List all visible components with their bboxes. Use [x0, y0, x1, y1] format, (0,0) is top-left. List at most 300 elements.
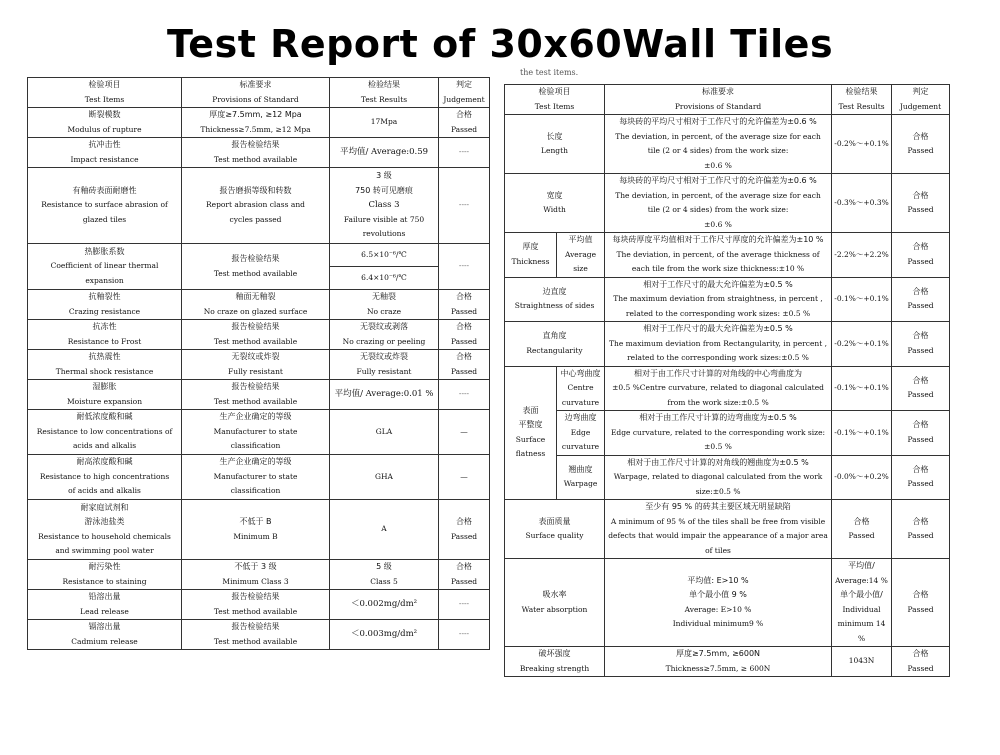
- cell-text: Passed: [907, 531, 934, 540]
- table-row: [505, 500, 950, 559]
- cell-text: 17Mpa: [370, 117, 398, 127]
- cell-text: Resistance to high concentrations: [39, 471, 170, 481]
- cell-text: Warpage, related to diagonal calculated from the work: [613, 472, 823, 481]
- cell-text: 合格: [912, 375, 929, 385]
- table-row: [28, 108, 490, 138]
- table-cell: [605, 174, 832, 233]
- cell-text: 3 级: [376, 171, 392, 181]
- table-row: [28, 410, 490, 455]
- cell-text: Resistance to staining: [62, 576, 147, 586]
- cell-text: Passed: [907, 301, 934, 311]
- cell-text: -0.1%～+0.1%: [834, 383, 889, 392]
- cell-text: Passed: [450, 336, 478, 346]
- cell-text: 检验项目: [88, 80, 121, 89]
- cell-text: Thickness≥7.5mm, ≥12 Mpa: [200, 124, 311, 134]
- cell-text: 无裂纹或炸裂: [231, 352, 280, 361]
- cell-text: Passed: [450, 531, 478, 541]
- cell-text: Minimum Class 3: [222, 576, 289, 586]
- cell-text: 边直度: [542, 286, 567, 296]
- cell-text: 相对于由工作尺寸计算的对角线的中心弯曲度为: [634, 368, 803, 378]
- table-cell: [505, 115, 605, 174]
- table-cell: [28, 620, 182, 650]
- cell-text: 每块砖的平均尺寸相对于工作尺寸的允许偏差为±0.6 %: [619, 176, 817, 185]
- table-cell: [182, 320, 330, 350]
- cell-text: —: [460, 426, 468, 436]
- table-row: [28, 350, 490, 380]
- table-cell: [439, 350, 490, 380]
- cell-text: The maximum deviation from straightness, in percent ,: [613, 294, 823, 303]
- table-cell: [892, 559, 950, 647]
- cell-text: 合格: [912, 420, 929, 430]
- table-cell: [439, 560, 490, 590]
- table-cell: [28, 244, 182, 290]
- table-cell: [605, 500, 832, 559]
- table-cell: [330, 108, 439, 138]
- cell-text: 耐高浓度酸和碱: [76, 457, 133, 467]
- table-cell: [605, 85, 832, 115]
- cell-text: 平整度: [518, 420, 543, 430]
- cell-text: 游泳池盐类: [84, 517, 125, 526]
- cell-text: 宽度: [546, 190, 563, 200]
- cell-text: flatness: [515, 449, 546, 459]
- cell-text: Passed: [907, 345, 934, 355]
- cell-text: 直角度: [542, 331, 567, 341]
- table-cell: [605, 411, 832, 456]
- table-cell: [505, 233, 557, 278]
- cell-text: 每块砖厚度平均值相对于工作尺寸厚度的允许偏差为±10 %: [612, 235, 824, 244]
- table-cell: [330, 168, 439, 244]
- cell-text: Test Items: [534, 101, 575, 111]
- cell-text: 抗冲击性: [88, 140, 121, 149]
- cell-text: 标准要求: [702, 87, 735, 96]
- cell-text: GHA: [375, 471, 393, 481]
- cell-text: -0.2%～+0.1%: [834, 338, 889, 348]
- table-cell: [439, 620, 490, 650]
- cell-text: 边弯曲度: [564, 413, 597, 422]
- cell-text: Length: [541, 146, 568, 155]
- cell-text: 合格: [912, 590, 929, 599]
- cell-text: 中心弯曲度: [560, 368, 601, 378]
- cell-text: 报告检验结果: [231, 382, 280, 391]
- table-cell: [892, 455, 950, 500]
- cell-text: 平均值/ Average:0.01 %: [334, 389, 434, 400]
- cell-text: 抗釉裂性: [88, 292, 121, 301]
- table-cell: [557, 411, 605, 456]
- table-cell: [330, 244, 439, 267]
- cell-text: 合格: [912, 190, 929, 200]
- cell-text: 厚度≥7.5mm, ≥12 Mpa: [209, 110, 302, 119]
- cell-text: ＜0.002mg/dm²: [350, 599, 418, 610]
- cell-text: Average: E>10 %: [684, 604, 752, 614]
- cell-text: Test Items: [84, 94, 125, 104]
- table-cell: [892, 647, 950, 677]
- cell-text: Passed: [907, 663, 934, 673]
- cell-text: 抗冻性: [92, 322, 117, 331]
- table-cell: [892, 85, 950, 115]
- table-cell: [28, 350, 182, 380]
- cell-text: 耐低浓度酸和碱: [76, 412, 133, 422]
- cell-text: -0.2%～+0.1%: [834, 138, 889, 148]
- cell-text: Failure visible at 750: [343, 214, 425, 224]
- table-row: [28, 590, 490, 620]
- cell-text: 6.4×10⁻⁶/℃: [361, 272, 407, 282]
- table-cell: [28, 290, 182, 320]
- cell-text: 无裂纹或剥落: [360, 322, 408, 331]
- cell-text: Passed: [907, 256, 934, 266]
- table-cell: [182, 410, 330, 455]
- cell-text: The deviation, in percent, of the average size for each: [615, 131, 821, 141]
- cell-text: Rectangularity: [526, 345, 583, 355]
- cell-text: size:±0.5 %: [695, 486, 741, 496]
- table-cell: [892, 322, 950, 367]
- cell-text: 耐污染性: [88, 562, 121, 571]
- cell-text: Test method available: [213, 268, 298, 278]
- cell-text: 合格: [912, 242, 929, 252]
- cell-text: Surface quality: [525, 531, 584, 540]
- table-row: [505, 366, 950, 411]
- cell-text: Provisions of Standard: [674, 101, 762, 111]
- cell-text: classification: [230, 441, 281, 451]
- table-cell: [182, 290, 330, 320]
- cell-text: Individual minimum9 %: [672, 619, 764, 628]
- right-test-table: [504, 84, 950, 677]
- cell-text: ----: [458, 261, 470, 271]
- cell-text: glazed tiles: [82, 214, 127, 224]
- cell-text: 厚度: [522, 242, 539, 252]
- cell-text: Average:14 %: [835, 575, 888, 585]
- cell-text: 检验结果: [845, 87, 878, 96]
- table-cell: [28, 410, 182, 455]
- cell-text: Individual: [842, 604, 881, 614]
- cell-text: Provisions of Standard: [212, 94, 299, 104]
- cell-text: tile (2 or 4 sides) from the work size:: [647, 146, 789, 155]
- cell-text: 平均值: [568, 235, 593, 244]
- table-cell: [182, 620, 330, 650]
- table-cell: [605, 455, 832, 500]
- cell-text: Passed: [907, 604, 934, 614]
- cell-text: 判定: [456, 80, 472, 89]
- table-cell: [182, 590, 330, 620]
- cell-text: Test Results: [360, 94, 408, 104]
- cell-text: classification: [230, 486, 281, 496]
- table-cell: [28, 590, 182, 620]
- cell-text: GLA: [375, 426, 393, 436]
- cell-text: -0.0%～+0.2%: [834, 472, 889, 481]
- cell-text: ----: [458, 147, 470, 157]
- cell-text: Report abrasion class and: [206, 200, 305, 210]
- table-row: [505, 559, 950, 647]
- cell-text: Judgement: [899, 101, 942, 111]
- cell-text: Test method available: [213, 154, 298, 164]
- table-cell: [832, 455, 892, 500]
- cell-text: ----: [458, 599, 470, 609]
- cell-text: 平均值/ Average:0.59: [339, 147, 429, 158]
- cell-text: 抗热震性: [88, 352, 121, 361]
- table-cell: [557, 233, 605, 278]
- cell-text: 合格: [912, 649, 929, 658]
- cell-text: Thermal shock resistance: [55, 366, 154, 376]
- table-cell: [505, 647, 605, 677]
- cell-text: ±0.6 %: [704, 219, 732, 229]
- table-cell: [832, 115, 892, 174]
- table-cell: [28, 560, 182, 590]
- cell-text: Passed: [907, 434, 934, 444]
- cell-text: Fully resistant: [228, 366, 283, 376]
- cell-text: 每块砖的平均尺寸相对于工作尺寸的允许偏差为±0.6 %: [619, 117, 817, 126]
- cell-text: Manufacturer to state: [213, 471, 298, 481]
- table-row: [505, 233, 950, 278]
- table-cell: [832, 500, 892, 559]
- cell-text: Lead release: [80, 606, 129, 616]
- table-row: [28, 500, 490, 560]
- cell-text: 合格: [456, 322, 472, 331]
- cell-text: ±0.5 %Centre curvature, related to diagonal calculated: [612, 383, 824, 392]
- cell-text: ----: [458, 200, 470, 210]
- cell-text: 合格: [912, 516, 929, 526]
- cell-text: 单个最小值/: [840, 590, 883, 599]
- table-cell: [28, 138, 182, 168]
- table-cell: [439, 244, 490, 290]
- table-cell: [330, 500, 439, 560]
- table-cell: [330, 350, 439, 380]
- table-cell: [605, 559, 832, 647]
- cell-text: 相对于由工作尺寸计算的对角线的翘曲度为±0.5 %: [627, 457, 809, 467]
- cell-text: acids and alkalis: [72, 441, 137, 451]
- header-cell: [439, 78, 490, 108]
- cell-text: revolutions: [362, 229, 406, 239]
- cell-text: The deviation, in percent, of the average thickness of: [616, 249, 820, 259]
- table-row: [28, 290, 490, 320]
- header-cell: [28, 78, 182, 108]
- table-cell: [605, 366, 832, 411]
- table-cell: [505, 85, 605, 115]
- table-cell: [892, 411, 950, 456]
- cell-text: 报告检验结果: [231, 592, 280, 601]
- cell-text: 检验结果: [368, 80, 400, 89]
- table-cell: [557, 366, 605, 411]
- table-row: [28, 168, 490, 244]
- table-cell: [439, 168, 490, 244]
- cell-text: 5 级: [376, 562, 392, 571]
- table-cell: [439, 108, 490, 138]
- cell-text: 750 转可见磨痕: [355, 185, 413, 195]
- table-cell: [832, 647, 892, 677]
- table-cell: [892, 277, 950, 322]
- table-cell: [439, 500, 490, 560]
- cell-text: 釉面无釉裂: [235, 292, 276, 301]
- table-row: [505, 115, 950, 174]
- table-cell: [892, 500, 950, 559]
- cell-text: 标准要求: [239, 80, 272, 89]
- cell-text: and swimming pool water: [55, 546, 154, 555]
- table-cell: [28, 500, 182, 560]
- cell-text: 单个最小值 9 %: [689, 590, 747, 599]
- cell-text: Cadmium release: [71, 636, 138, 646]
- cell-text: 平均值/: [848, 561, 875, 570]
- cell-text: 铅溶出量: [88, 592, 121, 601]
- cell-text: Breaking strength: [519, 663, 590, 673]
- table-cell: [557, 455, 605, 500]
- cell-text: minimum 14 %: [837, 619, 886, 643]
- cell-text: tile (2 or 4 sides) from the work size:: [647, 205, 789, 214]
- header-cell: [182, 78, 330, 108]
- table-row: [505, 174, 950, 233]
- cell-text: Passed: [450, 124, 478, 134]
- table-cell: [330, 320, 439, 350]
- cell-text: cycles passed: [229, 214, 282, 224]
- table-cell: [505, 559, 605, 647]
- table-row: [28, 455, 490, 500]
- cell-text: of tiles: [705, 545, 731, 555]
- cell-text: 报告检验结果: [231, 254, 280, 263]
- table-cell: [182, 244, 330, 290]
- cell-text: Thickness≥7.5mm, ≥ 600N: [665, 663, 771, 673]
- cell-text: 不低于 3 级: [234, 562, 277, 571]
- cell-text: Passed: [848, 531, 875, 540]
- cell-text: Centre: [567, 383, 594, 392]
- cell-text: 合格: [912, 331, 929, 341]
- table-cell: [439, 380, 490, 410]
- table-cell: [439, 290, 490, 320]
- table-row: [505, 455, 950, 500]
- cell-text: ±0.6 %: [704, 160, 732, 170]
- cell-text: -0.1%～+0.1%: [834, 294, 889, 303]
- cell-text: 无釉裂: [372, 292, 396, 301]
- table-cell: [832, 366, 892, 411]
- cell-text: No crazing or peeling: [342, 336, 426, 346]
- cell-text: -0.1%～+0.1%: [834, 427, 889, 437]
- cell-text: 报告检验结果: [231, 622, 280, 631]
- header-cell: [330, 78, 439, 108]
- cell-text: each tile from the work size thickness:±10 %: [631, 264, 805, 273]
- cell-text: defects that would impair the appearance of a major area: [608, 531, 828, 540]
- table-cell: [892, 233, 950, 278]
- table-cell: [28, 455, 182, 500]
- cell-text: Coefficient of linear thermal: [50, 261, 159, 271]
- cell-text: A: [381, 524, 387, 534]
- table-cell: [182, 350, 330, 380]
- cell-text: Moisture expansion: [66, 396, 143, 406]
- table-cell: [892, 174, 950, 233]
- table-cell: [182, 108, 330, 138]
- table-cell: [330, 455, 439, 500]
- table-cell: [832, 233, 892, 278]
- cell-text: 合格: [456, 352, 472, 361]
- table-cell: [330, 620, 439, 650]
- cell-text: 长度: [546, 131, 563, 141]
- table-cell: [832, 174, 892, 233]
- table-cell: [439, 455, 490, 500]
- top-note: the test items.: [520, 68, 579, 77]
- cell-text: from the work size:±0.5 %: [667, 397, 769, 407]
- table-cell: [605, 233, 832, 278]
- table-cell: [330, 410, 439, 455]
- cell-text: ±0.5 %: [704, 442, 732, 451]
- table-cell: [182, 168, 330, 244]
- cell-text: The maximum deviation from Rectangularity, in percent ,: [609, 338, 827, 348]
- left-test-table: [27, 77, 490, 650]
- cell-text: Test method available: [213, 396, 298, 406]
- table-row: [505, 277, 950, 322]
- cell-text: Modulus of rupture: [67, 124, 142, 134]
- cell-text: Crazing resistance: [68, 306, 141, 316]
- cell-text: Passed: [907, 146, 934, 155]
- table-cell: [832, 411, 892, 456]
- cell-text: 生产企业确定的等级: [219, 457, 292, 467]
- cell-text: 吸水率: [542, 590, 567, 599]
- cell-text: 生产企业确定的等级: [219, 412, 292, 422]
- cell-text: Warpage: [563, 479, 598, 489]
- table-cell: [28, 380, 182, 410]
- table-cell: [605, 277, 832, 322]
- cell-text: Passed: [450, 576, 478, 586]
- table-row: [28, 620, 490, 650]
- cell-text: Passed: [907, 390, 934, 400]
- cell-text: Manufacturer to state: [213, 426, 298, 436]
- cell-text: curvature: [561, 397, 600, 407]
- cell-text: 合格: [456, 562, 472, 571]
- cell-text: Resistance to low concentrations of: [36, 426, 173, 436]
- cell-text: Straightness of sides: [514, 301, 595, 311]
- cell-text: Impact resistance: [70, 154, 139, 164]
- table-cell: [505, 500, 605, 559]
- cell-text: 报告磨损等级和转数: [219, 185, 292, 195]
- table-cell: [182, 380, 330, 410]
- cell-text: 不低于 B: [239, 517, 272, 526]
- cell-text: No craze: [366, 306, 402, 316]
- cell-text: 无裂纹或炸裂: [360, 352, 408, 361]
- cell-text: The deviation, in percent, of the average size for each: [615, 190, 821, 200]
- cell-text: 表面质量: [538, 516, 571, 526]
- cell-text: 相对于由工作尺寸计算的边弯曲度为±0.5 %: [639, 413, 797, 422]
- table-cell: [505, 322, 605, 367]
- table-cell: [605, 647, 832, 677]
- cell-text: Fully resistant: [356, 366, 412, 376]
- cell-text: ----: [458, 629, 470, 639]
- cell-text: 合格: [456, 110, 472, 119]
- table-row: [28, 244, 490, 267]
- table-cell: [439, 320, 490, 350]
- cell-text: 合格: [456, 292, 472, 301]
- table-row: [505, 411, 950, 456]
- table-cell: [832, 277, 892, 322]
- cell-text: curvature: [561, 442, 600, 451]
- cell-text: 报告检验结果: [231, 140, 280, 149]
- cell-text: 翘曲度: [568, 464, 593, 474]
- report-title: Test Report of 30x60Wall Tiles: [166, 22, 834, 66]
- cell-text: 破坏强度: [538, 649, 571, 658]
- cell-text: 相对于工作尺寸的最大允许偏差为±0.5 %: [643, 279, 793, 289]
- table-cell: [330, 590, 439, 620]
- table-cell: [330, 560, 439, 590]
- cell-text: 至少有 95 % 的砖其主要区域无明显缺陷: [645, 502, 791, 511]
- cell-text: related to the corresponding work sizes:±0.5 %: [627, 353, 809, 362]
- table-cell: [28, 168, 182, 244]
- table-cell: [28, 320, 182, 350]
- cell-text: 检验项目: [538, 87, 571, 96]
- cell-text: -0.3%～+0.3%: [834, 197, 889, 207]
- table-cell: [832, 322, 892, 367]
- table-row: [28, 320, 490, 350]
- cell-text: of acids and alkalis: [68, 486, 141, 496]
- cell-text: Class 5: [370, 576, 398, 586]
- cell-text: 判定: [912, 87, 929, 96]
- cell-text: Width: [543, 205, 566, 214]
- cell-text: 合格: [912, 286, 929, 296]
- cell-text: 相对于工作尺寸的最大允许偏差为±0.5 %: [643, 324, 793, 333]
- table-cell: [892, 115, 950, 174]
- cell-text: 6.5×10⁻⁶/℃: [361, 249, 407, 259]
